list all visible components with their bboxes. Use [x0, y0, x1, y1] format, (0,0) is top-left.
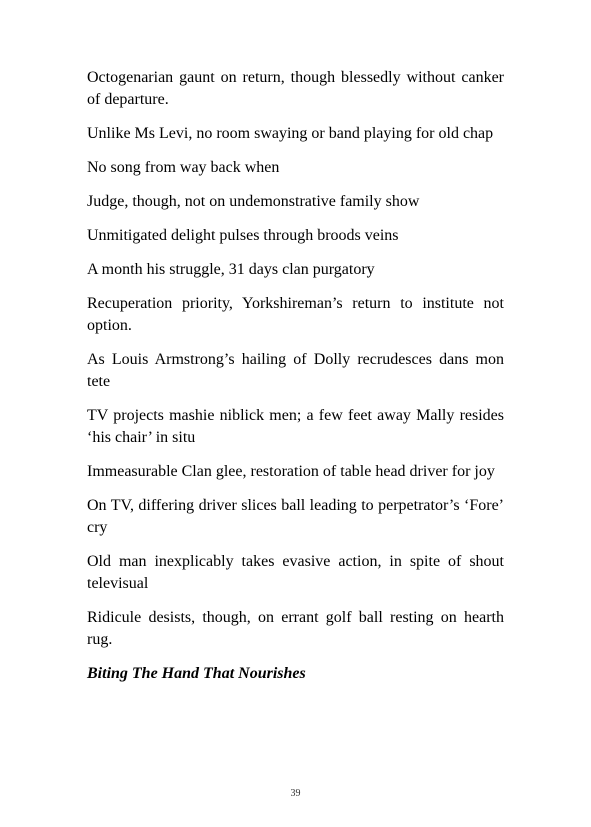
paragraph: Recuperation priority, Yorkshireman’s return to institute not option. — [87, 295, 504, 334]
paragraph: A month his struggle, 31 days clan purgatory — [87, 261, 375, 278]
paragraph: TV projects mashie niblick men; a few feet away Mally resides ‘his chair’ in situ — [87, 407, 504, 446]
page-number: 39 — [290, 788, 301, 799]
section-heading: Biting The Hand That Nourishes — [87, 665, 306, 682]
paragraph: Immeasurable Clan glee, restoration of table head driver for joy — [87, 463, 495, 480]
paragraph: Unmitigated delight pulses through broods veins — [87, 227, 399, 244]
paragraph: Octogenarian gaunt on return, though blessedly without canker of departure. — [87, 69, 504, 108]
paragraph: Judge, though, not on undemonstrative family show — [87, 193, 420, 210]
paragraph: On TV, differing driver slices ball leading to perpetrator’s ‘Fore’ cry — [87, 497, 504, 536]
page-content — [87, 67, 504, 685]
paragraph: Unlike Ms Levi, no room swaying or band playing for old chap — [87, 125, 494, 142]
paragraph: As Louis Armstrong’s hailing of Dolly recrudesces dans mon tete — [87, 351, 504, 390]
paragraph: Ridicule desists, though, on errant golf ball resting on hearth rug. — [87, 609, 504, 648]
paragraph: No song from way back when — [87, 159, 280, 176]
paragraph: Old man inexplicably takes evasive action, in spite of shout televisual — [87, 553, 504, 592]
